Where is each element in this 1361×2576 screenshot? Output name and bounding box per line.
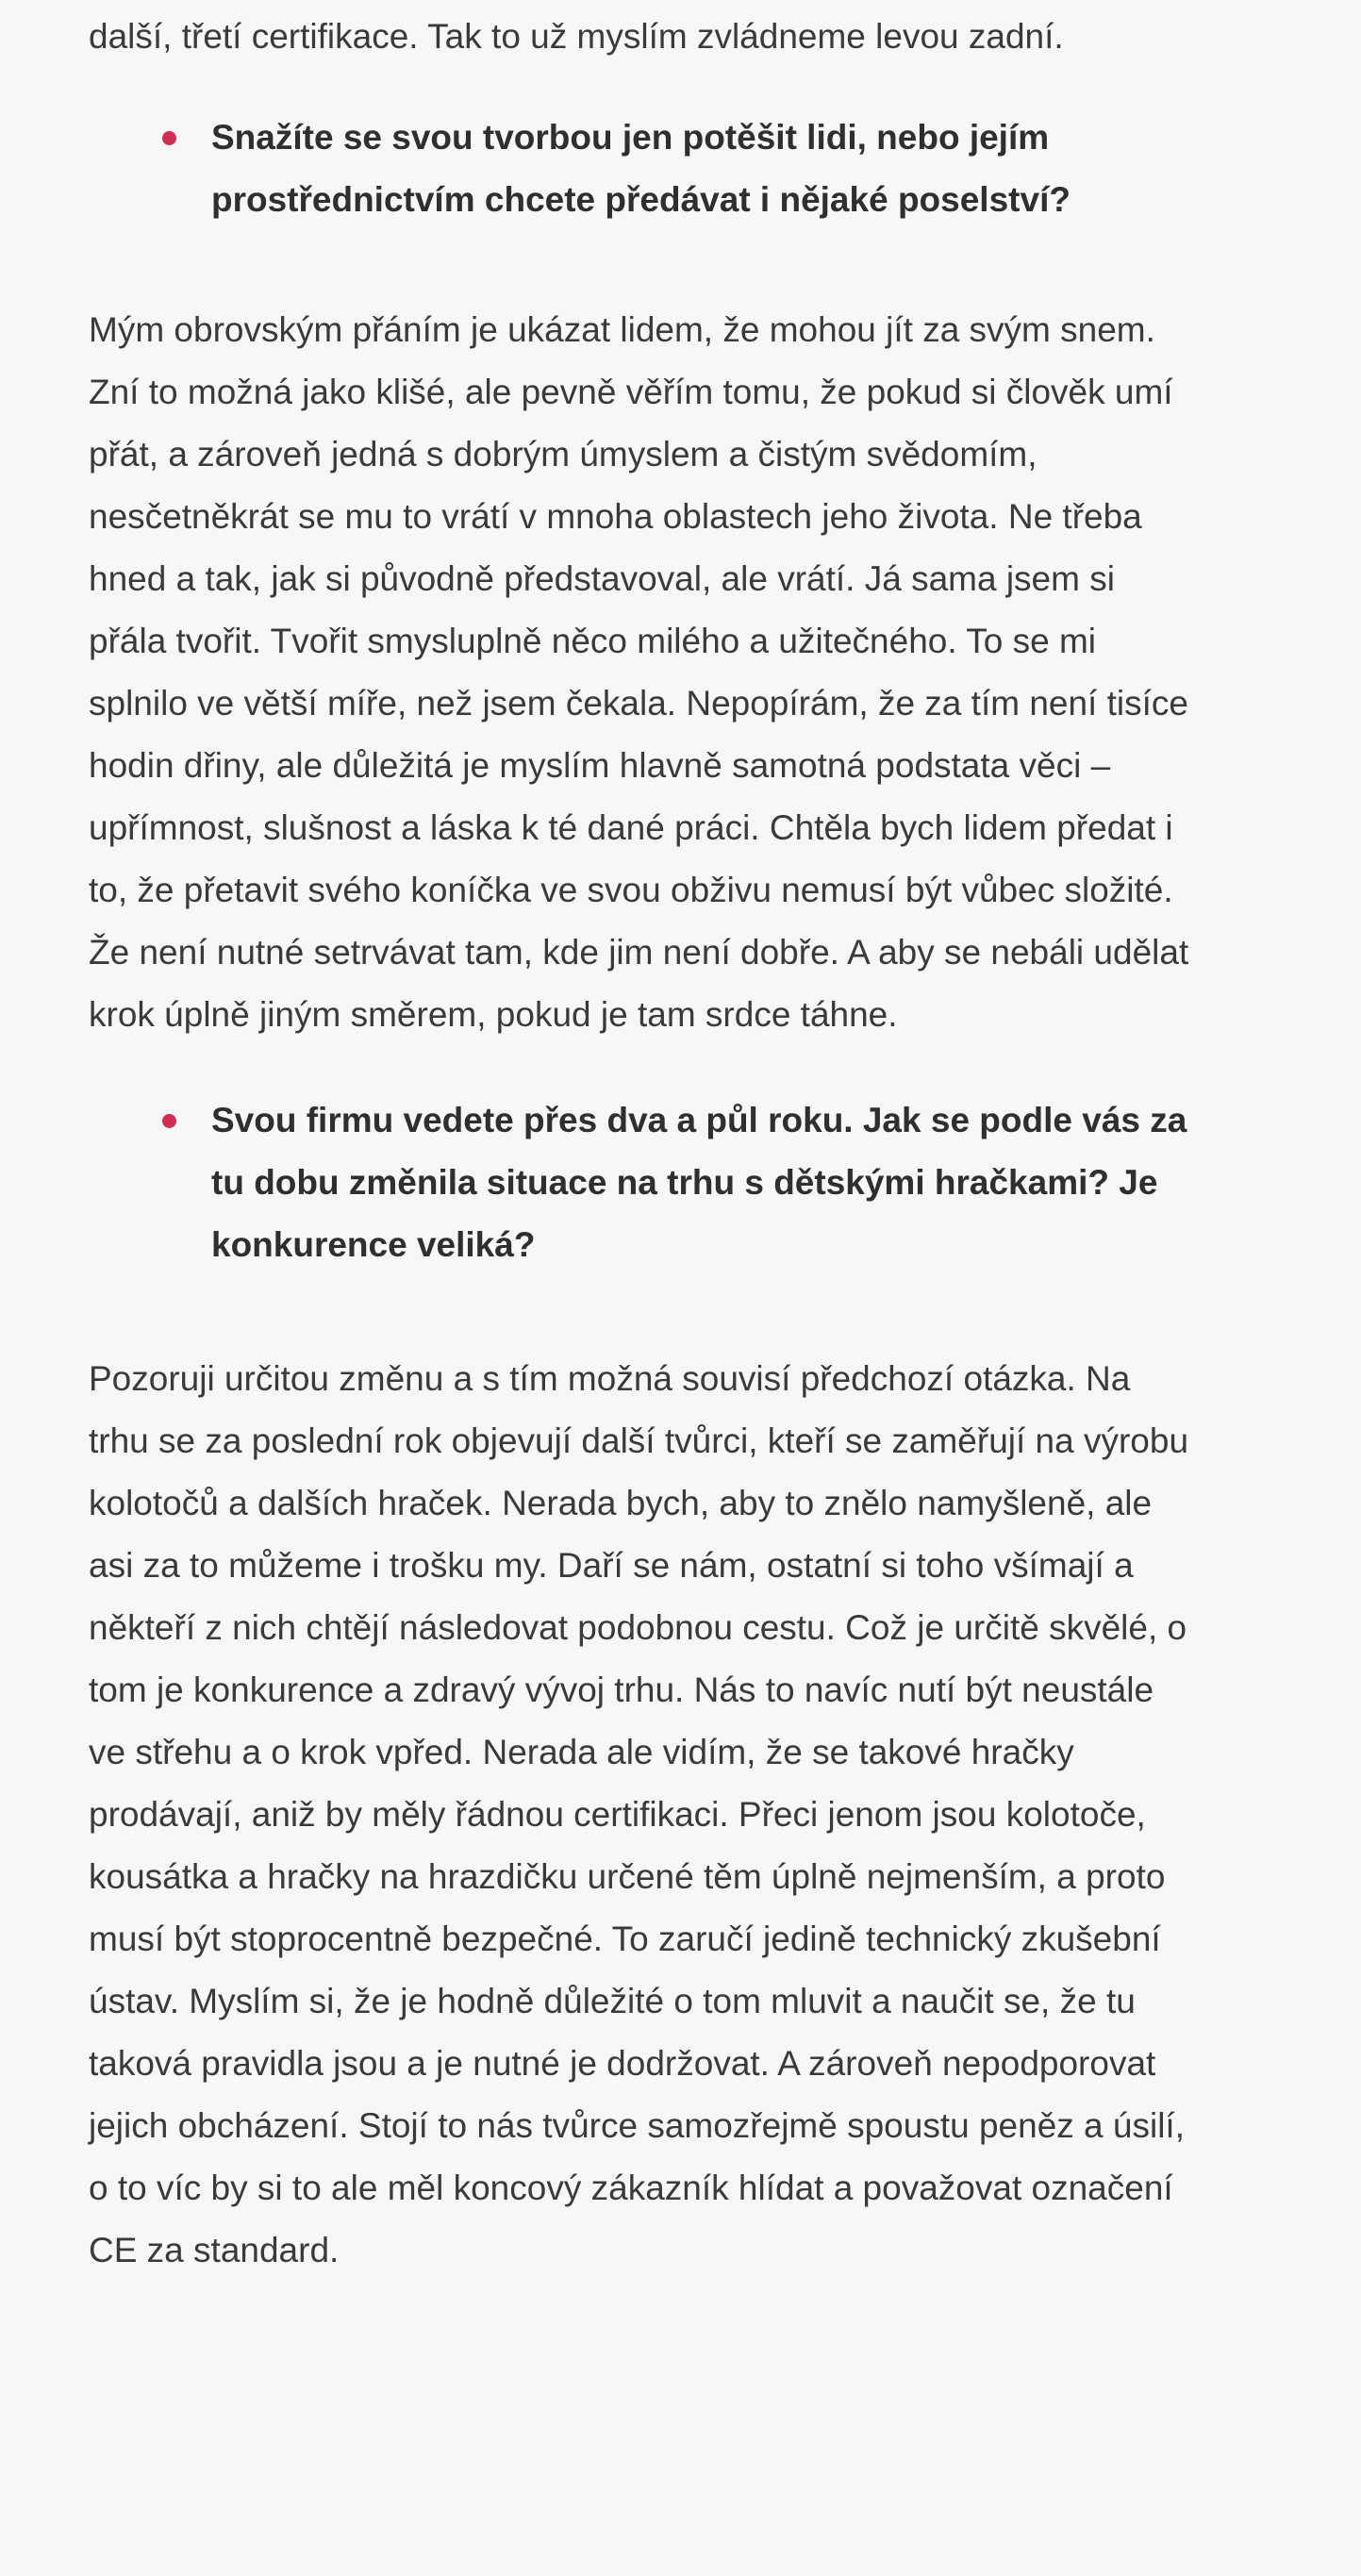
answer-2-line: tom je konkurence a zdravý vývoj trhu. Nás to navíc nutí být neustále [89,1670,1154,1709]
answer-1-line: hned a tak, jak si původně představoval, ale vrátí. Já sama jsem si [89,559,1115,598]
answer-1-line: splnilo ve větší míře, než jsem čekala. Nepopírám, že za tím není tisíce [89,684,1188,723]
answer-1-line: hodin dřiny, ale důležitá je myslím hlavně samotná podstata věci – [89,746,1111,785]
bullet-icon [162,131,176,145]
answer-2-line: trhu se za poslední rok objevují další tvůrci, kteří se zaměřují na výrobu [89,1421,1189,1460]
paragraph-tail: další, třetí certifikace. Tak to už myslím zvládneme levou zadní. [89,17,1064,56]
answer-2 [89,1348,1268,2282]
answer-2-line: ve střehu a o krok vpřed. Nerada ale vidím, že se takové hračky [89,1733,1074,1771]
answer-2-line: taková pravidla jsou a je nutné je dodržovat. A zároveň nepodporovat [89,2044,1156,2083]
answer-1-line: Mým obrovským přáním je ukázat lidem, že mohou jít za svým snem. [89,310,1155,349]
question-2-line: konkurence veliká? [211,1225,536,1264]
question-1-line: Snažíte se svou tvorbou jen potěšit lidi, nebo jejím [211,118,1050,157]
answer-2-line: jejich obcházení. Stojí to nás tvůrce samozřejmě spoustu peněz a úsilí, [89,2106,1185,2145]
answer-1-line: přála tvořit. Tvořit smysluplně něco milého a užitečného. To se mi [89,622,1097,660]
answer-1-line: přát, a zároveň jedná s dobrým úmyslem a čistým svědomím, [89,435,1037,474]
answer-1-line: Zní to možná jako klišé, ale pevně věřím tomu, že pokud si člověk umí [89,373,1173,411]
answer-1-line: nesčetněkrát se mu to vrátí v mnoha oblastech jeho života. Ne třeba [89,497,1142,536]
article-body [89,0,1268,2282]
answer-2-line: prodávají, aniž by měly řádnou certifikaci. Přeci jenom jsou kolotoče, [89,1795,1146,1834]
answer-2-line: musí být stoprocentně bezpečné. To zaručí jedině technický zkušební [89,1920,1161,1958]
question-2-line: Svou firmu vedete přes dva a půl roku. Jak se podle vás za [211,1101,1187,1139]
question-2-line: tu dobu změnila situace na trhu s dětskými hračkami? Je [211,1163,1158,1202]
bullet-icon [162,1114,176,1128]
answer-1-line: upřímnost, slušnost a láska k té dané práci. Chtěla bych lidem předat i [89,808,1173,847]
answer-2-line: někteří z nich chtějí následovat podobnou cestu. Což je určitě skvělé, o [89,1608,1187,1647]
answer-2-line: asi za to můžeme i trošku my. Daří se nám, ostatní si toho všímají a [89,1546,1134,1585]
answer-2-line: kousátka a hračky na hrazdičku určené těm úplně nejmenším, a proto [89,1857,1166,1896]
question-1 [89,107,1268,231]
answer-2-line: ústav. Myslím si, že je hodně důležité o tom mluvit a naučit se, že tu [89,1982,1136,2020]
answer-2-line: CE za standard. [89,2231,340,2269]
answer-2-line: o to víc by si to ale měl koncový zákazník hlídat a považovat označení [89,2169,1173,2207]
question-1-line: prostřednictvím chcete předávat i nějaké poselství? [211,180,1071,219]
answer-1-line: krok úplně jiným směrem, pokud je tam srdce táhne. [89,995,898,1034]
answer-2-line: kolotočů a dalších hraček. Nerada bych, aby to znělo namyšleně, ale [89,1484,1153,1522]
answer-2-line: Pozoruji určitou změnu a s tím možná souvisí předchozí otázka. Na [89,1359,1131,1398]
answer-1-line: Že není nutné setrvávat tam, kde jim není dobře. A aby se nebáli udělat [89,933,1189,972]
question-2 [89,1089,1268,1276]
answer-1-line: to, že přetavit svého koníčka ve svou obživu nemusí být vůbec složité. [89,871,1173,909]
answer-1 [89,299,1268,1046]
